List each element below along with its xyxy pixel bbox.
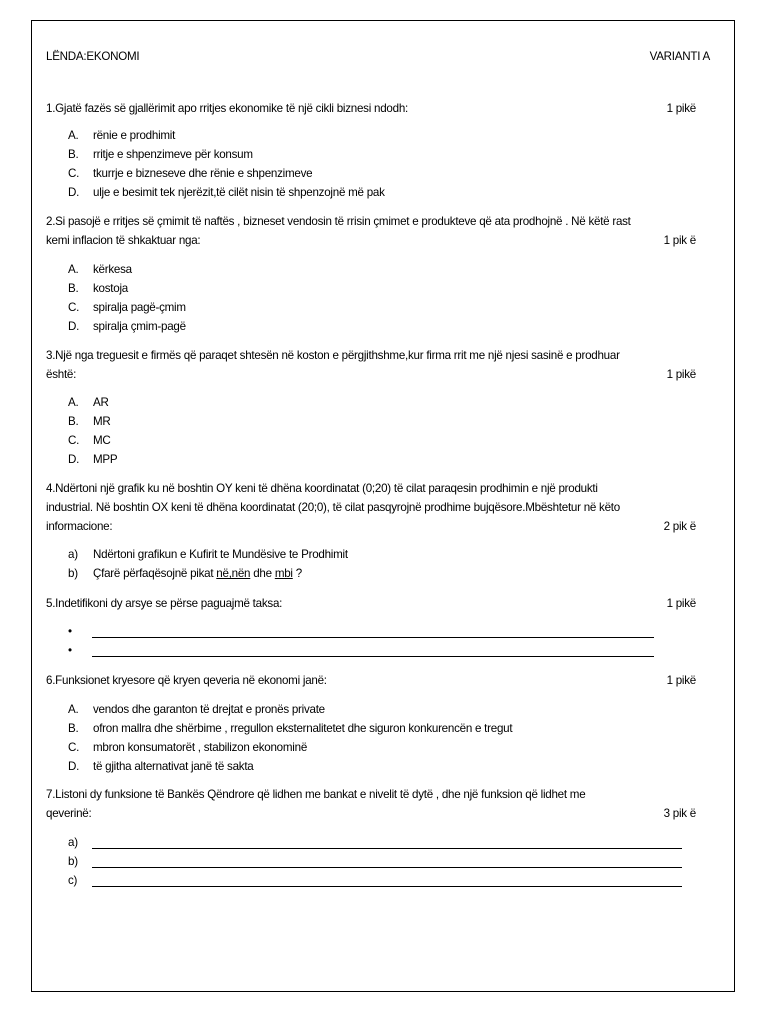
question-text: 1.Gjatë fazës së gjallërimit apo rritjes ekonomike të një cikli biznesi ndodh: [46,102,408,115]
question-points: 2 pik ë [663,520,696,533]
question-4-tasks [68,545,348,583]
question-text-cont: informacione: [46,520,113,533]
question-text-cont: qeverinë: [46,807,92,820]
question-text-cont: industrial. Në boshtin OX keni të dhëna koordinatat (20;0), të cilat pasqyrojnë prodhime bujqësore.Mbështetur në këto [46,501,620,514]
question-1-options [68,126,385,202]
question-points: 1 pik ë [663,234,696,247]
question-text: 5.Indetifikoni dy arsye se përse paguajmë taksa: [46,597,283,610]
subject-title: LËNDA:EKONOMI [46,50,140,63]
question-text: 6.Funksionet kryesore që kryen qeveria në ekonomi janë: [46,674,327,687]
question-text: 3.Një nga treguesit e firmës që paraqet shtesën në koston e përgjithshme,kur firma rrit me një njesi sasinë e prodhuar [46,349,620,362]
option-c: C. spiralja pagë-çmim [68,301,186,314]
question-6-options [68,700,512,776]
question-points: 1 pikë [666,368,696,381]
question-2 [46,212,720,250]
question-points: 3 pik ë [663,807,696,820]
option-c: C. mbron konsumatorët , stabilizon ekonominë [68,741,308,754]
exam-page [31,20,735,992]
header [46,47,710,66]
option-a: A. kërkesa [68,263,132,276]
question-4 [46,479,720,536]
answer-line-1 [68,622,92,641]
option-b: B. kostoja [68,282,128,295]
question-3 [46,346,720,384]
question-3-options [68,393,117,469]
question-points: 1 pikë [666,102,696,115]
option-b: B. rritje e shpenzimeve për konsum [68,148,253,161]
option-d: D. të gjitha alternativat janë të sakta [68,760,254,773]
option-a: A. rënie e prodhimit [68,129,176,142]
answer-line-2 [68,641,92,660]
question-points: 1 pikë [666,597,696,610]
question-5 [46,594,720,613]
question-6 [46,671,720,690]
option-c: C. tkurrje e bizneseve dhe rënie e shpenzimeve [68,167,313,180]
question-points: 1 pikë [666,674,696,687]
task-a: a) Ndërtoni grafikun e Kufirit te Mundësive te Prodhimit [68,548,348,561]
option-a: A. AR [68,396,109,409]
question-1 [46,99,720,118]
option-d: D. spiralja çmim-pagë [68,320,186,333]
option-d: D. MPP [68,453,118,466]
question-text: 7.Listoni dy funksione të Bankës Qëndrore që lidhen me bankat e nivelit të dytë , dhe një funksion që lidhet me [46,788,586,801]
question-text-cont: kemi inflacion të shkaktuar nga: [46,234,201,247]
question-text: 4.Ndërtoni një grafik ku në boshtin OY keni të dhëna koordinatat (0;20) të cilat paraqesin prodhimin e një produkti [46,482,598,495]
answer-label-b: b) [68,855,78,868]
answer-label-a: a) [68,836,78,849]
question-7-answers [68,833,93,890]
question-7 [46,785,720,823]
option-d: D. ulje e besimit tek njerëzit,të cilët nisin të shpenzojnë më pak [68,186,385,199]
task-b: b) Çfarë përfaqësojnë pikat në,nën dhe mbi ? [68,567,302,580]
answer-blank-c[interactable] [92,886,682,887]
question-text-cont: është: [46,368,77,381]
variant-label: VARIANTI A [649,50,710,63]
bullet-icon: • [68,644,72,657]
answer-blank-b[interactable] [92,867,682,868]
answer-label-c: c) [68,874,78,887]
answer-blank-2[interactable] [92,656,654,657]
option-a: A. vendos dhe garanton të drejtat e pronës private [68,703,325,716]
question-text: 2.Si pasojë e rritjes së çmimit të naftës , bizneset vendosin të rrisin çmimet e produkteve që ata prodhojnë . Në këtë rast [46,215,631,228]
option-b: B. MR [68,415,111,428]
option-b: B. ofron mallra dhe shërbime , rregullon eksternalitetet dhe siguron konkurencën e tregut [68,722,513,735]
question-2-options [68,260,186,336]
answer-blank-1[interactable] [92,637,654,638]
answer-blank-a[interactable] [92,848,682,849]
option-c: C. MC [68,434,111,447]
bullet-icon: • [68,625,72,638]
